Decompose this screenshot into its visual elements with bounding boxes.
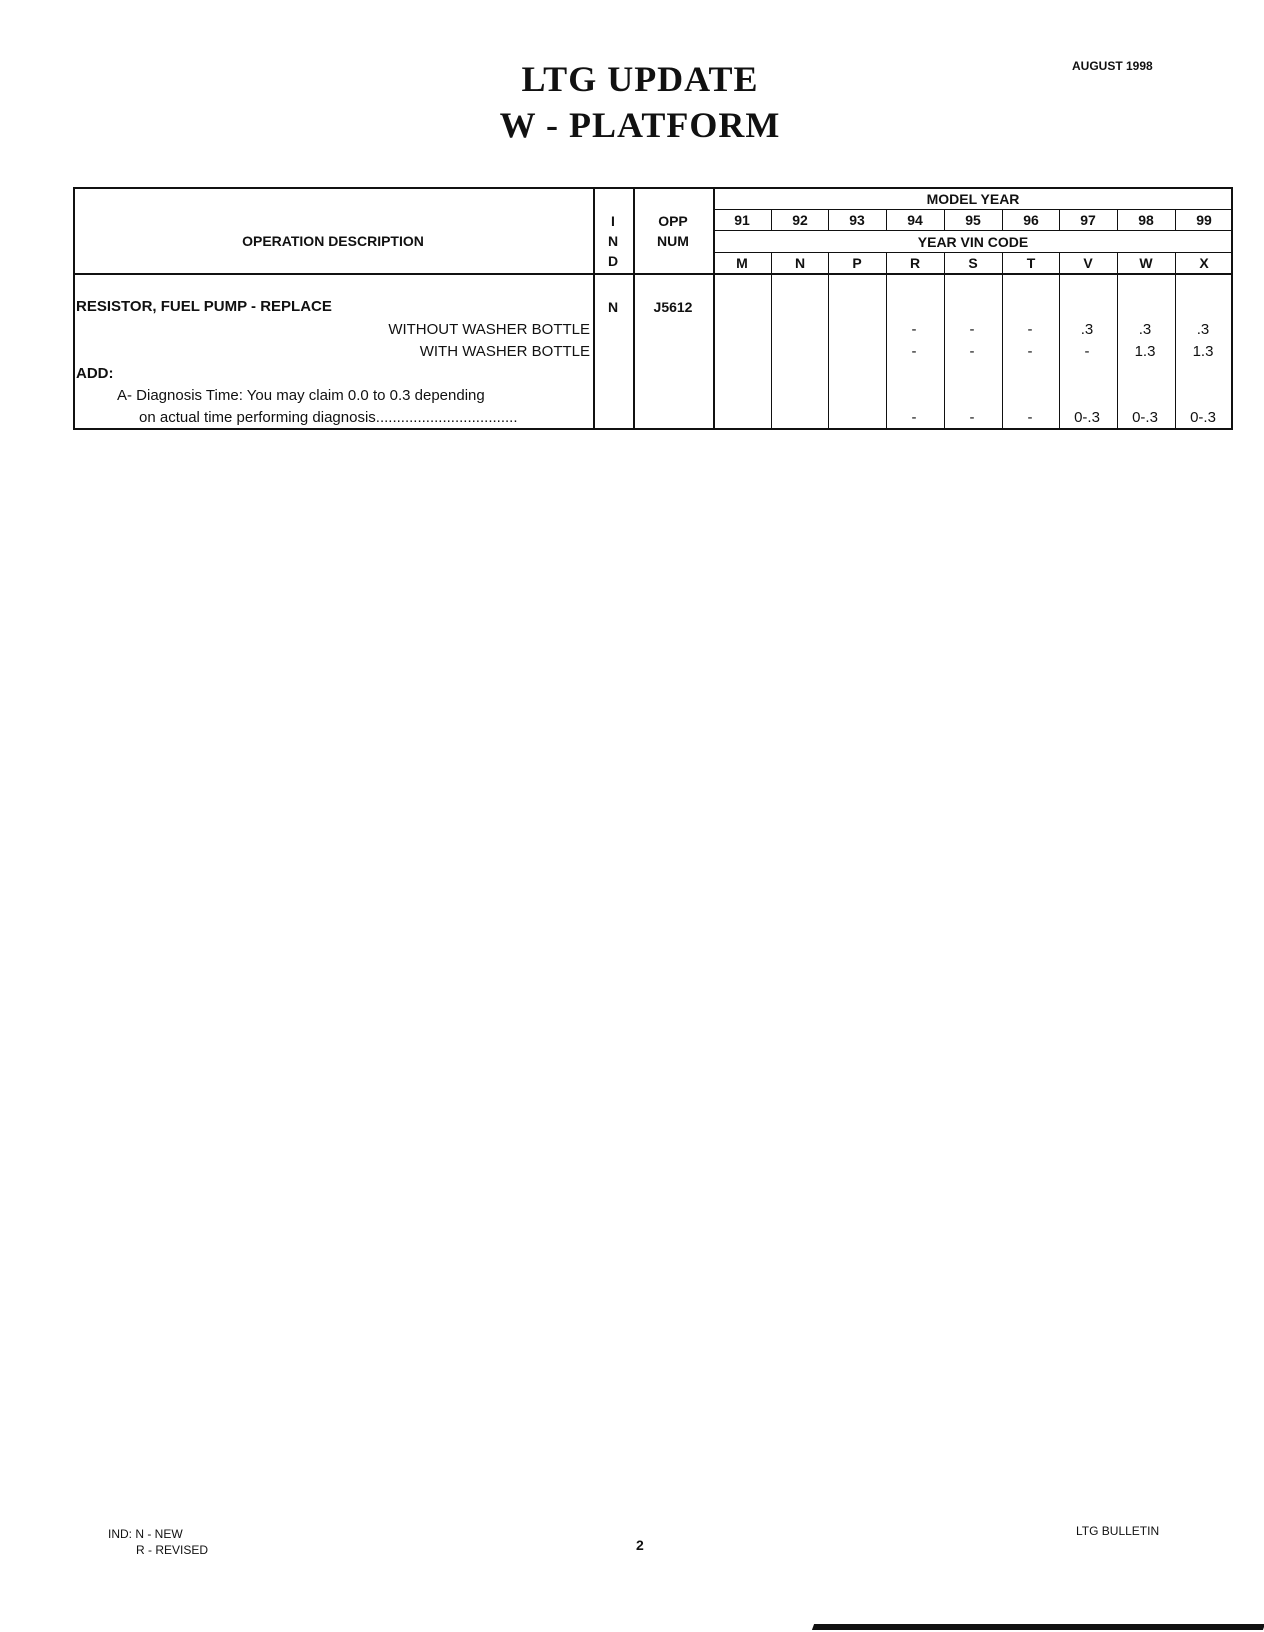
bottom-edge-bar: [812, 1624, 1264, 1630]
vin-code-cell: V: [1083, 255, 1093, 271]
model-year-cell: 96: [1023, 212, 1039, 228]
without-value-cell: -: [969, 321, 975, 338]
model-year-header: MODEL YEAR: [926, 191, 1020, 207]
with-value-cell: -: [911, 343, 917, 360]
page-number: 2: [636, 1537, 644, 1553]
diagnosis-line2: on actual time performing diagnosis..................................: [139, 409, 518, 426]
page-title-line2: W - PLATFORM: [499, 105, 781, 145]
model-year-cell: 95: [965, 212, 981, 228]
with-value-cell: 1.3: [1192, 343, 1214, 360]
diag-value-cell: 0-.3: [1190, 409, 1216, 426]
table-border-top: [73, 187, 1233, 189]
year-col-sep: [828, 252, 829, 430]
operation-description-header: OPERATION DESCRIPTION: [242, 233, 424, 249]
without-value-cell: .3: [1138, 321, 1152, 338]
ind-header-i: I: [611, 213, 615, 229]
operation-ind: N: [607, 299, 619, 315]
page-title-line1: LTG UPDATE: [521, 59, 759, 99]
opp-header-2: NUM: [657, 233, 689, 249]
labor-time-table: [73, 187, 1233, 430]
year-col-sep: [1117, 252, 1118, 430]
ind-legend-revised: R - REVISED: [136, 1543, 209, 1557]
model-year-cell: 92: [792, 212, 808, 228]
model-year-cell: 94: [907, 212, 923, 228]
diag-value-cell: -: [969, 409, 975, 426]
year-col-sep: [1175, 252, 1176, 430]
bulletin-label: LTG BULLETIN: [1076, 1524, 1160, 1538]
year-col-sep: [944, 252, 945, 430]
ind-legend-new: IND: N - NEW: [108, 1527, 183, 1541]
vin-code-cell: N: [794, 255, 806, 271]
vin-code-cell: T: [1026, 255, 1036, 271]
with-value-cell: -: [969, 343, 975, 360]
ind-header-d: D: [607, 253, 619, 269]
with-value-cell: -: [1084, 343, 1090, 360]
date-label: AUGUST 1998: [1072, 59, 1153, 73]
year-col-sep: [1002, 252, 1003, 430]
add-label: ADD:: [76, 365, 114, 382]
years-divider: [713, 230, 1233, 231]
diag-value-cell: 0-.3: [1132, 409, 1158, 426]
ind-header-n: N: [607, 233, 619, 249]
with-washer-label: WITH WASHER BOTTLE: [419, 343, 590, 360]
without-washer-label: WITHOUT WASHER BOTTLE: [388, 321, 590, 338]
opp-header-1: OPP: [658, 213, 688, 229]
without-value-cell: -: [911, 321, 917, 338]
model-year-cell: 91: [734, 212, 750, 228]
vin-code-cell: R: [909, 255, 921, 271]
model-year-cell: 99: [1196, 212, 1212, 228]
with-value-cell: 1.3: [1134, 343, 1156, 360]
model-year-cell: 97: [1080, 212, 1096, 228]
diagnosis-line1: A- Diagnosis Time: You may claim 0.0 to 0.3 depending: [117, 387, 485, 404]
diag-value-cell: -: [911, 409, 917, 426]
vin-code-cell: M: [736, 255, 748, 271]
without-value-cell: .3: [1080, 321, 1094, 338]
year-col-sep: [1059, 252, 1060, 430]
diag-value-cell: 0-.3: [1074, 409, 1100, 426]
vin-code-header: YEAR VIN CODE: [917, 234, 1029, 250]
vin-code-cell: P: [852, 255, 862, 271]
year-col-sep: [886, 252, 887, 430]
vin-code-cell: S: [968, 255, 978, 271]
model-year-cell: 93: [849, 212, 865, 228]
diag-value-cell: -: [1027, 409, 1033, 426]
without-value-cell: -: [1027, 321, 1033, 338]
vin-code-cell: W: [1139, 255, 1153, 271]
with-value-cell: -: [1027, 343, 1033, 360]
table-border-left: [73, 187, 75, 430]
without-value-cell: .3: [1196, 321, 1210, 338]
year-col-sep: [771, 252, 772, 430]
model-year-divider: [713, 209, 1233, 210]
vin-label-divider: [713, 252, 1233, 253]
vin-code-cell: X: [1199, 255, 1209, 271]
operation-opp-num: J5612: [653, 299, 693, 315]
model-year-cell: 98: [1138, 212, 1154, 228]
operation-main: RESISTOR, FUEL PUMP - REPLACE: [76, 298, 332, 315]
